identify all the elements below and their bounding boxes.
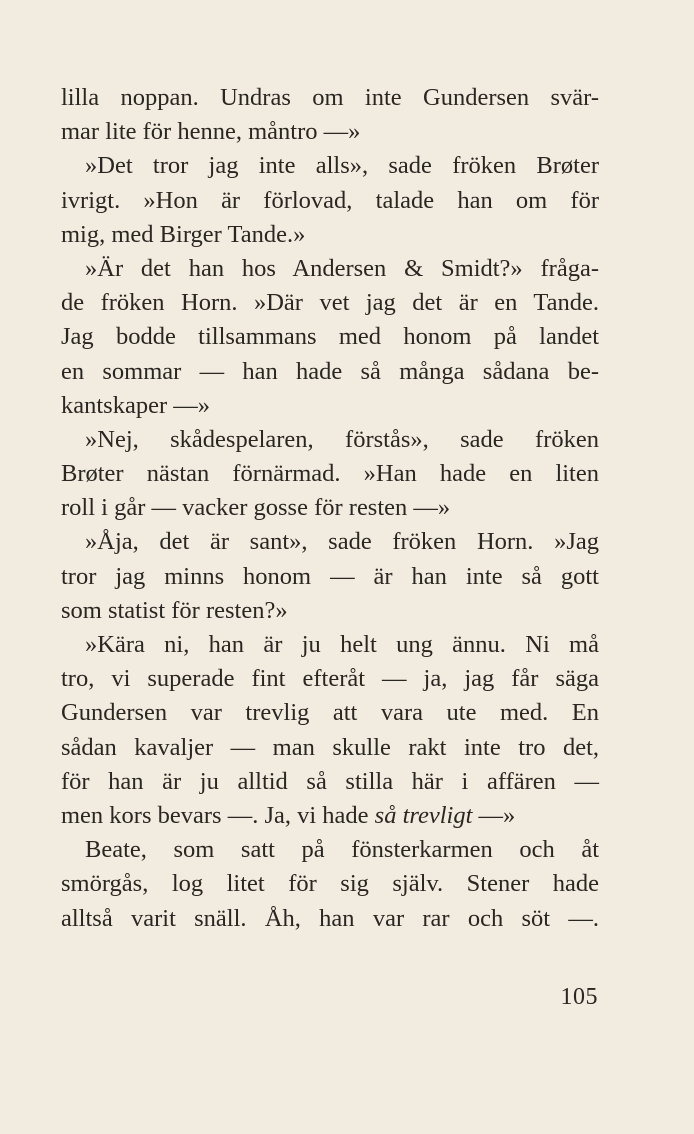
text-line: tro, vi superade fint efteråt — ja, jag får säga (61, 665, 599, 693)
text-line: alltså varit snäll. Åh, han var rar och söt —. (61, 904, 599, 932)
text-line: roll i går — vacker gosse för resten —» (61, 494, 451, 522)
text-line: mig, med Birger Tande.» (61, 220, 306, 248)
page-body (61, 81, 599, 936)
text-line: som statist för resten?» (61, 596, 288, 624)
text-segment: —» (472, 801, 516, 829)
emphasized-text: så trevligt (374, 801, 473, 829)
text-line: för han är ju alltid så stilla här i affären — (61, 767, 599, 795)
text-line: »Nej, skådespelaren, förstås», sade fröken (85, 425, 599, 453)
text-line: lilla noppan. Undras om inte Gundersen svär- (61, 84, 599, 111)
text-line: Gundersen var trevlig att vara ute med. En (61, 699, 599, 727)
text-line: Beate, som satt på fönsterkarmen och åt (85, 836, 599, 864)
text-line: en sommar — han hade så många sådana be- (61, 357, 599, 385)
text-segment: men kors bevars —. Ja, vi hade (61, 801, 375, 829)
text-line: kantskaper —» (61, 391, 210, 419)
page-number: 105 (560, 984, 598, 1010)
text-line: sådan kavaljer — man skulle rakt inte tro det, (61, 733, 599, 761)
text-line (61, 799, 599, 833)
text-line: »Är det han hos Andersen & Smidt?» fråga- (85, 254, 599, 282)
text-line: »Kära ni, han är ju helt ung ännu. Ni må (85, 631, 599, 658)
text-line: »Åja, det är sant», sade fröken Horn. »Jag (85, 528, 599, 556)
text-line: tror jag minns honom — är han inte så gott (61, 562, 599, 590)
text-line: Jag bodde tillsammans med honom på landet (61, 323, 599, 351)
text-line: ivrigt. »Hon är förlovad, talade han om för (61, 186, 599, 214)
text-line: Brøter nästan förnärmad. »Han hade en liten (61, 460, 599, 488)
text-line: de fröken Horn. »Där vet jag det är en Tande. (61, 289, 599, 317)
text-line: smörgås, log litet för sig själv. Stener hade (61, 870, 599, 898)
text-line: mar lite för henne, måntro —» (61, 118, 361, 146)
text-line: »Det tror jag inte alls», sade fröken Brøter (85, 152, 599, 180)
